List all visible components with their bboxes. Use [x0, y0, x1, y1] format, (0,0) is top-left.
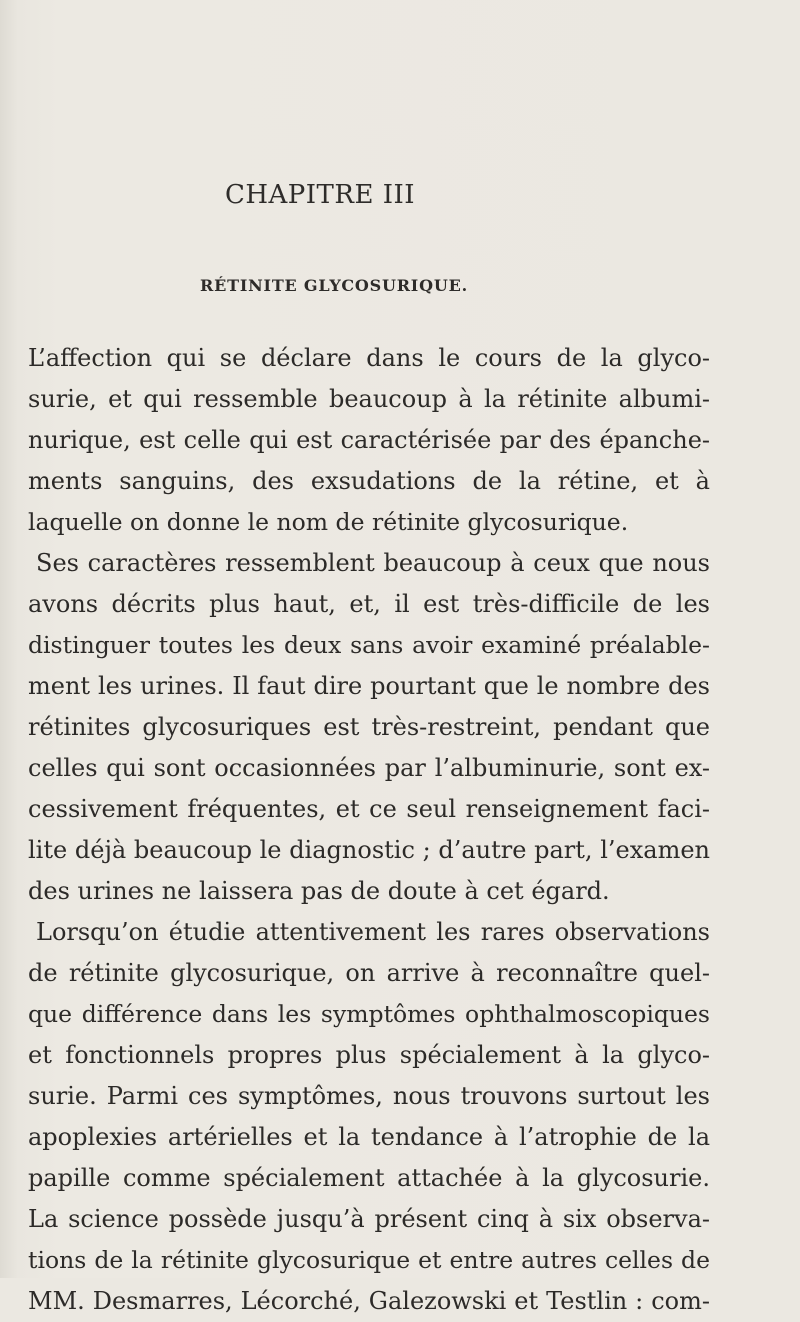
- chapter-heading: CHAPITRE III: [224, 180, 416, 210]
- text-line: des urines ne laissera pas de doute à cet égard.: [28, 877, 610, 905]
- text-line: ments sanguins, des exsudations de la rétine, et à: [28, 467, 710, 495]
- text-line: que différence dans les symptômes ophthalmoscopiques: [28, 1000, 710, 1028]
- text-line: Lorsqu’on étudie attentivement les rares observations: [36, 918, 710, 946]
- text-line: L’affection qui se déclare dans le cours de la glyco-: [28, 344, 710, 372]
- text-line: laquelle on donne le nom de rétinite glycosurique.: [28, 508, 629, 536]
- text-line: MM. Desmarres, Lécorché, Galezowski et Testlin : com-: [28, 1287, 710, 1315]
- text-line: et fonctionnels propres plus spécialement à la glyco-: [28, 1041, 710, 1069]
- text-line: surie, et qui ressemble beaucoup à la rétinite albumi-: [28, 385, 710, 413]
- text-line: rétinites glycosuriques est très-restreint, pendant que: [28, 713, 710, 741]
- text-line: distinguer toutes les deux sans avoir examiné préalable-: [28, 631, 710, 659]
- text-line: Ses caractères ressemblent beaucoup à ceux que nous: [36, 549, 710, 577]
- text-line: apoplexies artérielles et la tendance à l’atrophie de la: [28, 1123, 710, 1151]
- section-title: RÉTINITE GLYCOSURIQUE.: [200, 276, 468, 295]
- text-line: celles qui sont occasionnées par l’albuminurie, sont ex-: [28, 754, 710, 782]
- body-text: [28, 338, 710, 1322]
- text-line: papille comme spécialement attachée à la glycosurie.: [28, 1164, 710, 1192]
- text-line: cessivement fréquentes, et ce seul renseignement faci-: [28, 795, 710, 823]
- text-line: avons décrits plus haut, et, il est très-difficile de les: [28, 590, 710, 618]
- text-line: ment les urines. Il faut dire pourtant que le nombre des: [28, 672, 710, 700]
- text-line: La science possède jusqu’à présent cinq à six observa-: [28, 1205, 710, 1233]
- text-line: lite déjà beaucoup le diagnostic ; d’autre part, l’examen: [28, 836, 710, 864]
- text-line: nurique, est celle qui est caractérisée par des épanche-: [28, 426, 710, 454]
- text-line: surie. Parmi ces symptômes, nous trouvons surtout les: [28, 1082, 710, 1110]
- text-line: tions de la rétinite glycosurique et entre autres celles de: [28, 1246, 710, 1274]
- text-line: de rétinite glycosurique, on arrive à reconnaître quel-: [28, 959, 710, 987]
